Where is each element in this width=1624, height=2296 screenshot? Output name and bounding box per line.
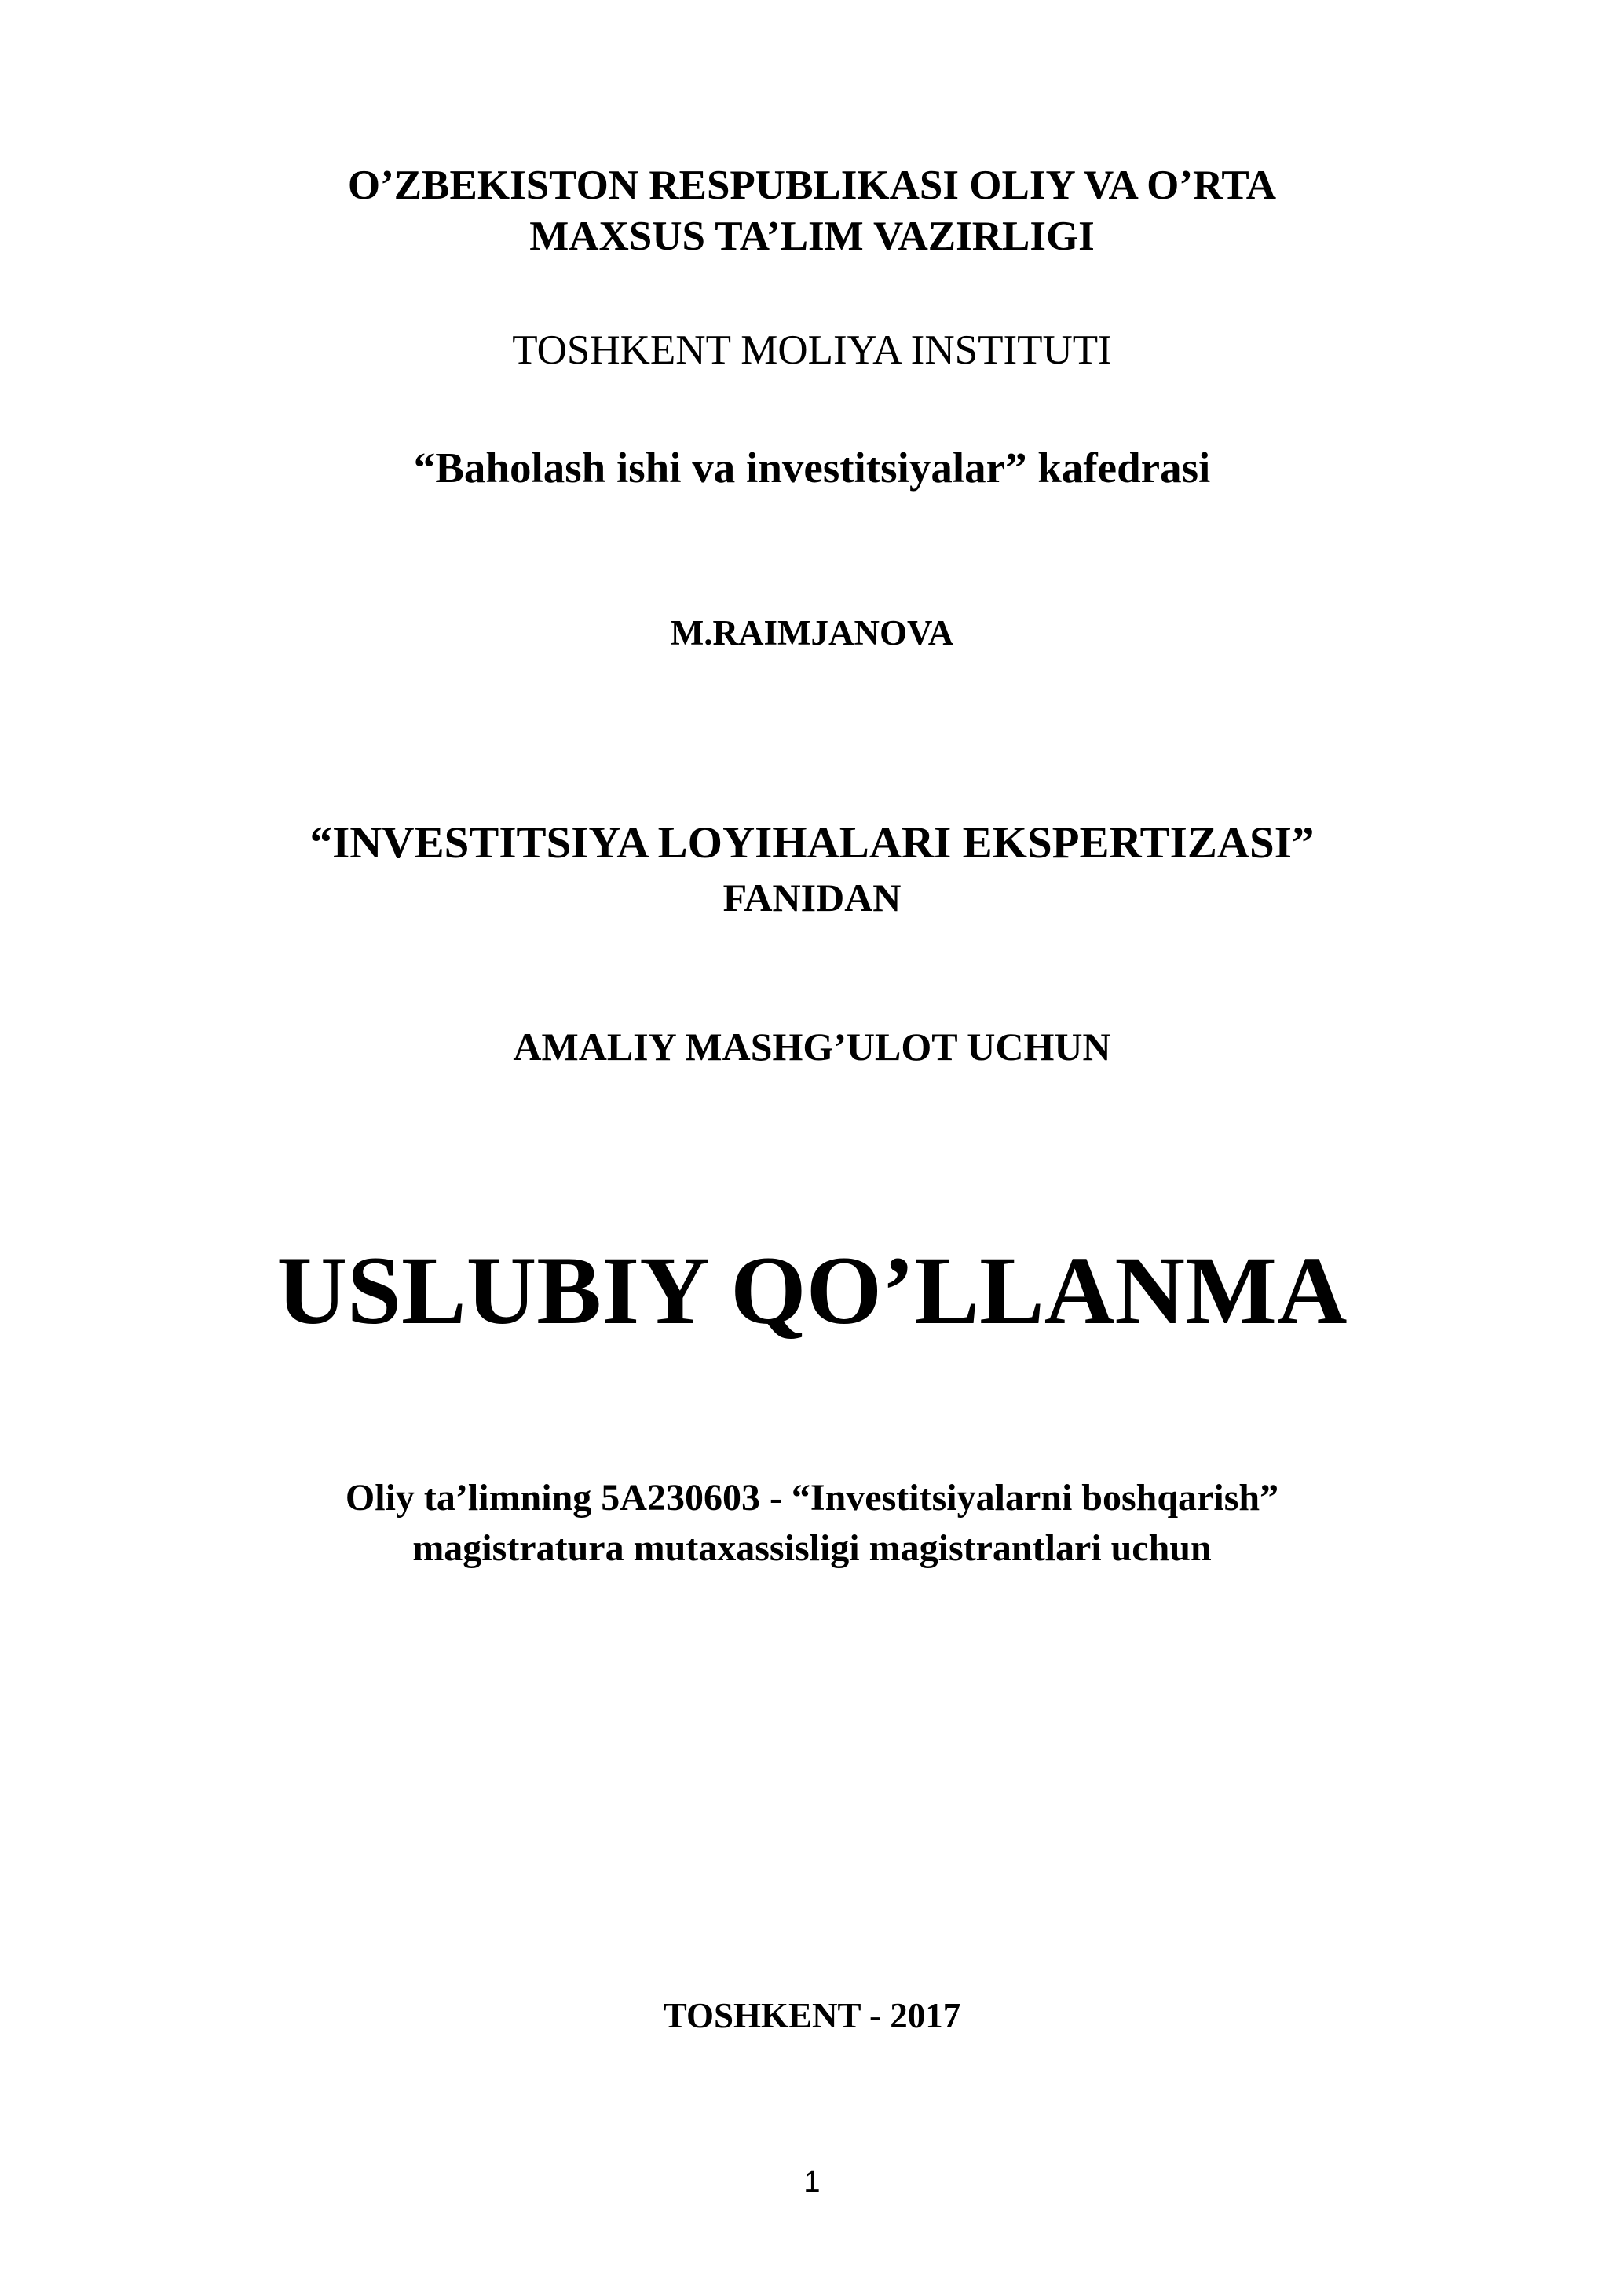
document-title: USLUBIY QO’LLANMA: [276, 1237, 1348, 1344]
subject-title-line-2: FANIDAN: [722, 876, 902, 919]
purpose-line: AMALIY MASHG’ULOT UCHUN: [513, 1025, 1111, 1069]
subject-title-line-1: “INVESTITSIYA LOYIHALARI EKSPERTIZASI”: [309, 818, 1315, 868]
page-number: 1: [803, 2166, 821, 2199]
ministry-name-line-2: MAXSUS TA’LIM VAZIRLIGI: [529, 214, 1095, 259]
audience-line-1: Oliy ta’limning 5A230603 - “Investitsiyalarni boshqarish”: [345, 1477, 1279, 1519]
institute-name: TOSHKENT MOLIYA INSTITUTI: [512, 327, 1112, 373]
audience-line-2: magistratura mutaxassisligi magistrantlari uchun: [412, 1527, 1212, 1569]
author-name: M.RAIMJANOVA: [670, 613, 954, 653]
ministry-name-line-1: O’ZBEKISTON RESPUBLIKASI OLIY VA O’RTA: [347, 163, 1277, 208]
city-year: TOSHKENT - 2017: [663, 1996, 961, 2035]
department-name: “Baholash ishi va investitsiyalar” kafedrasi: [413, 444, 1211, 492]
